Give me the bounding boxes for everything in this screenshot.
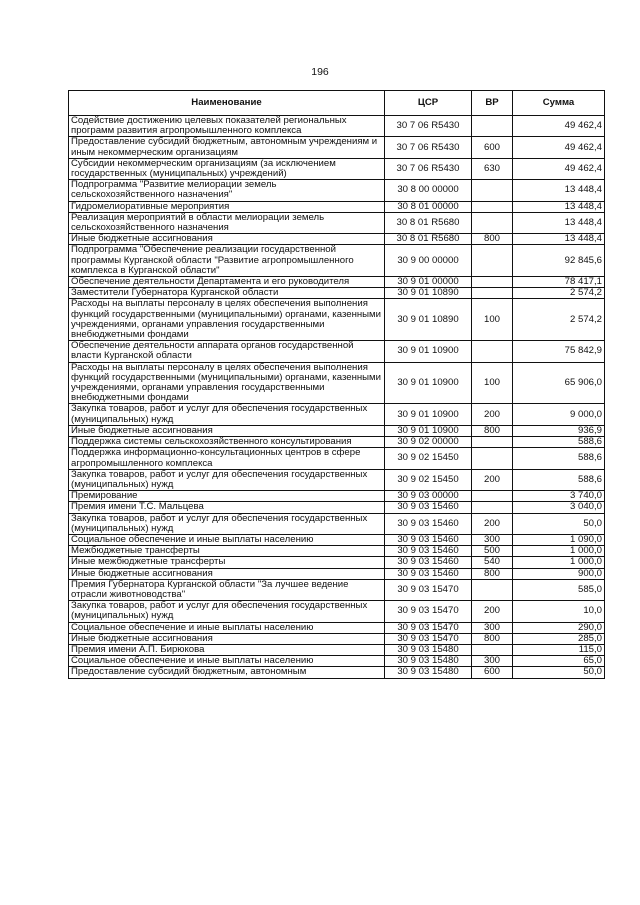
cell-sum: 285,0 [513, 633, 605, 644]
cell-name: Премия имени А.П. Бирюкова [69, 644, 385, 655]
cell-vr [472, 180, 513, 201]
cell-sum: 936,9 [513, 425, 605, 436]
cell-csr: 30 9 03 15470 [385, 579, 472, 600]
cell-name: Иные бюджетные ассигнования [69, 568, 385, 579]
cell-sum: 49 462,4 [513, 116, 605, 137]
cell-name: Закупка товаров, работ и услуг для обеспечения государственных (муниципальных) нужд [69, 469, 385, 490]
cell-sum: 1 000,0 [513, 557, 605, 568]
table-row [69, 201, 605, 212]
cell-name: Иные бюджетные ассигнования [69, 633, 385, 644]
cell-csr: 30 9 03 15460 [385, 513, 472, 534]
cell-csr: 30 9 03 15480 [385, 667, 472, 678]
cell-csr: 30 9 03 00000 [385, 491, 472, 502]
table-row [69, 448, 605, 469]
cell-name: Поддержка информационно-консультационных центров в сфере агропромышленного комплекса [69, 448, 385, 469]
cell-csr: 30 9 01 00000 [385, 277, 472, 288]
cell-vr: 500 [472, 546, 513, 557]
cell-csr: 30 9 03 15460 [385, 557, 472, 568]
cell-csr: 30 9 03 15470 [385, 601, 472, 622]
cell-csr: 30 8 01 R5680 [385, 212, 472, 233]
table-row [69, 362, 605, 404]
table-row [69, 513, 605, 534]
table-row [69, 491, 605, 502]
cell-name: Социальное обеспечение и иные выплаты населению [69, 656, 385, 667]
cell-vr [472, 245, 513, 277]
page-number: 196 [311, 66, 329, 78]
cell-vr: 200 [472, 513, 513, 534]
cell-vr: 300 [472, 656, 513, 667]
cell-name: Обеспечение деятельности аппарата органов государственной власти Курганской области [69, 341, 385, 362]
cell-name: Заместители Губернатора Курганской области [69, 288, 385, 299]
cell-sum: 13 448,4 [513, 234, 605, 245]
table-row [69, 341, 605, 362]
cell-sum: 50,0 [513, 667, 605, 678]
cell-vr: 540 [472, 557, 513, 568]
cell-sum: 75 842,9 [513, 341, 605, 362]
cell-name: Реализация мероприятий в области мелиорации земель сельскохозяйственного назначения [69, 212, 385, 233]
cell-vr: 800 [472, 633, 513, 644]
table-row [69, 502, 605, 513]
cell-sum: 13 448,4 [513, 201, 605, 212]
cell-sum: 588,6 [513, 437, 605, 448]
cell-sum: 65,0 [513, 656, 605, 667]
cell-csr: 30 9 01 10890 [385, 299, 472, 341]
cell-sum: 2 574,2 [513, 288, 605, 299]
table-row [69, 158, 605, 179]
cell-vr [472, 212, 513, 233]
cell-vr [472, 341, 513, 362]
cell-name: Содействие достижению целевых показателей региональных программ развития агропромышленного комплекса [69, 116, 385, 137]
cell-csr: 30 9 03 15480 [385, 644, 472, 655]
cell-sum: 49 462,4 [513, 158, 605, 179]
cell-csr: 30 9 01 10900 [385, 404, 472, 425]
budget-table [68, 90, 605, 679]
cell-name: Поддержка системы сельскохозяйственного консультирования [69, 437, 385, 448]
cell-name: Премия имени Т.С. Мальцева [69, 502, 385, 513]
table-row [69, 656, 605, 667]
cell-name: Подпрограмма "Обеспечение реализации государственной программы Курганской области "Развитие агропромышленного комплекса в Курганской области" [69, 245, 385, 277]
cell-name: Межбюджетные трансферты [69, 546, 385, 557]
table-row [69, 299, 605, 341]
cell-sum: 92 845,6 [513, 245, 605, 277]
cell-vr [472, 288, 513, 299]
cell-sum: 115,0 [513, 644, 605, 655]
cell-sum: 49 462,4 [513, 137, 605, 158]
cell-csr: 30 9 03 15470 [385, 633, 472, 644]
cell-sum: 2 574,2 [513, 299, 605, 341]
cell-csr: 30 9 03 15470 [385, 622, 472, 633]
cell-name: Гидромелиоративные мероприятия [69, 201, 385, 212]
table-row [69, 212, 605, 233]
table-row [69, 568, 605, 579]
header-sum: Сумма [513, 91, 605, 116]
table-row [69, 601, 605, 622]
cell-sum: 588,6 [513, 448, 605, 469]
cell-name: Подпрограмма "Развитие мелиорации земель сельскохозяйственного назначения" [69, 180, 385, 201]
cell-csr: 30 9 01 10900 [385, 425, 472, 436]
cell-name: Субсидии некоммерческим организациям (за исключением государственных (муниципальных) учреждений) [69, 158, 385, 179]
table-row [69, 534, 605, 545]
cell-vr: 800 [472, 234, 513, 245]
cell-vr [472, 448, 513, 469]
cell-name: Расходы на выплаты персоналу в целях обеспечения выполнения функций государственными (муниципальными) органами, казенными учреждениями, органами управления государственными внебюджетными фондами [69, 299, 385, 341]
cell-sum: 9 000,0 [513, 404, 605, 425]
cell-csr: 30 8 01 00000 [385, 201, 472, 212]
cell-sum: 1 090,0 [513, 534, 605, 545]
cell-name: Предоставление субсидий бюджетным, автономным учреждениям и иным некоммерческим организациям [69, 137, 385, 158]
cell-csr: 30 7 06 R5430 [385, 137, 472, 158]
table-row [69, 116, 605, 137]
header-csr: ЦСР [385, 91, 472, 116]
cell-csr: 30 9 03 15480 [385, 656, 472, 667]
cell-sum: 13 448,4 [513, 180, 605, 201]
table-body [69, 116, 605, 679]
cell-csr: 30 9 02 15450 [385, 469, 472, 490]
cell-sum: 588,6 [513, 469, 605, 490]
cell-name: Иные межбюджетные трансферты [69, 557, 385, 568]
cell-name: Социальное обеспечение и иные выплаты населению [69, 534, 385, 545]
cell-vr [472, 277, 513, 288]
table-row [69, 633, 605, 644]
cell-csr: 30 9 03 15460 [385, 546, 472, 557]
cell-csr: 30 9 01 10890 [385, 288, 472, 299]
cell-name: Иные бюджетные ассигнования [69, 234, 385, 245]
table-row [69, 437, 605, 448]
cell-csr: 30 9 03 15460 [385, 568, 472, 579]
table-row [69, 469, 605, 490]
table-row [69, 546, 605, 557]
table-row [69, 245, 605, 277]
cell-sum: 3 040,0 [513, 502, 605, 513]
cell-sum: 65 906,0 [513, 362, 605, 404]
cell-csr: 30 8 00 00000 [385, 180, 472, 201]
cell-name: Закупка товаров, работ и услуг для обеспечения государственных (муниципальных) нужд [69, 513, 385, 534]
header-name: Наименование [69, 91, 385, 116]
cell-vr [472, 116, 513, 137]
cell-sum: 3 740,0 [513, 491, 605, 502]
cell-name: Премирование [69, 491, 385, 502]
table-row [69, 180, 605, 201]
table-row [69, 557, 605, 568]
cell-vr [472, 644, 513, 655]
cell-sum: 1 000,0 [513, 546, 605, 557]
cell-name: Расходы на выплаты персоналу в целях обеспечения выполнения функций государственными (муниципальными) органами, казенными учреждениями, органами управления государственными внебюджетными фондами [69, 362, 385, 404]
cell-vr [472, 437, 513, 448]
table-row [69, 288, 605, 299]
cell-name: Закупка товаров, работ и услуг для обеспечения государственных (муниципальных) нужд [69, 601, 385, 622]
cell-sum: 900,0 [513, 568, 605, 579]
cell-vr: 300 [472, 622, 513, 633]
table-row [69, 579, 605, 600]
cell-csr: 30 9 01 10900 [385, 341, 472, 362]
cell-vr [472, 502, 513, 513]
cell-name: Премия Губернатора Курганской области "За лучшее ведение отрасли животноводства" [69, 579, 385, 600]
table-row [69, 137, 605, 158]
cell-name: Иные бюджетные ассигнования [69, 425, 385, 436]
cell-csr: 30 7 06 R5430 [385, 158, 472, 179]
cell-name: Предоставление субсидий бюджетным, автономным [69, 667, 385, 678]
cell-csr: 30 9 03 15460 [385, 534, 472, 545]
table-row [69, 234, 605, 245]
header-vr: ВР [472, 91, 513, 116]
cell-name: Закупка товаров, работ и услуг для обеспечения государственных (муниципальных) нужд [69, 404, 385, 425]
cell-csr: 30 9 00 00000 [385, 245, 472, 277]
cell-vr: 200 [472, 601, 513, 622]
cell-vr: 200 [472, 469, 513, 490]
cell-sum: 585,0 [513, 579, 605, 600]
cell-sum: 290,0 [513, 622, 605, 633]
table-row [69, 425, 605, 436]
cell-csr: 30 9 02 00000 [385, 437, 472, 448]
cell-vr: 100 [472, 362, 513, 404]
cell-csr: 30 9 02 15450 [385, 448, 472, 469]
cell-vr: 800 [472, 425, 513, 436]
cell-vr: 200 [472, 404, 513, 425]
table-row [69, 622, 605, 633]
table-row [69, 644, 605, 655]
table-row [69, 667, 605, 678]
cell-vr: 600 [472, 137, 513, 158]
cell-name: Социальное обеспечение и иные выплаты населению [69, 622, 385, 633]
cell-vr [472, 491, 513, 502]
cell-csr: 30 8 01 R5680 [385, 234, 472, 245]
cell-csr: 30 9 01 10900 [385, 362, 472, 404]
cell-sum: 13 448,4 [513, 212, 605, 233]
cell-name: Обеспечение деятельности Департамента и его руководителя [69, 277, 385, 288]
cell-sum: 50,0 [513, 513, 605, 534]
cell-csr: 30 9 03 15460 [385, 502, 472, 513]
cell-vr: 630 [472, 158, 513, 179]
cell-vr: 600 [472, 667, 513, 678]
cell-vr: 300 [472, 534, 513, 545]
cell-vr: 800 [472, 568, 513, 579]
cell-vr [472, 201, 513, 212]
table-row [69, 404, 605, 425]
table-row [69, 277, 605, 288]
cell-sum: 78 417,1 [513, 277, 605, 288]
cell-vr [472, 579, 513, 600]
cell-csr: 30 7 06 R5430 [385, 116, 472, 137]
cell-sum: 10,0 [513, 601, 605, 622]
table-header-row [69, 91, 605, 116]
cell-vr: 100 [472, 299, 513, 341]
